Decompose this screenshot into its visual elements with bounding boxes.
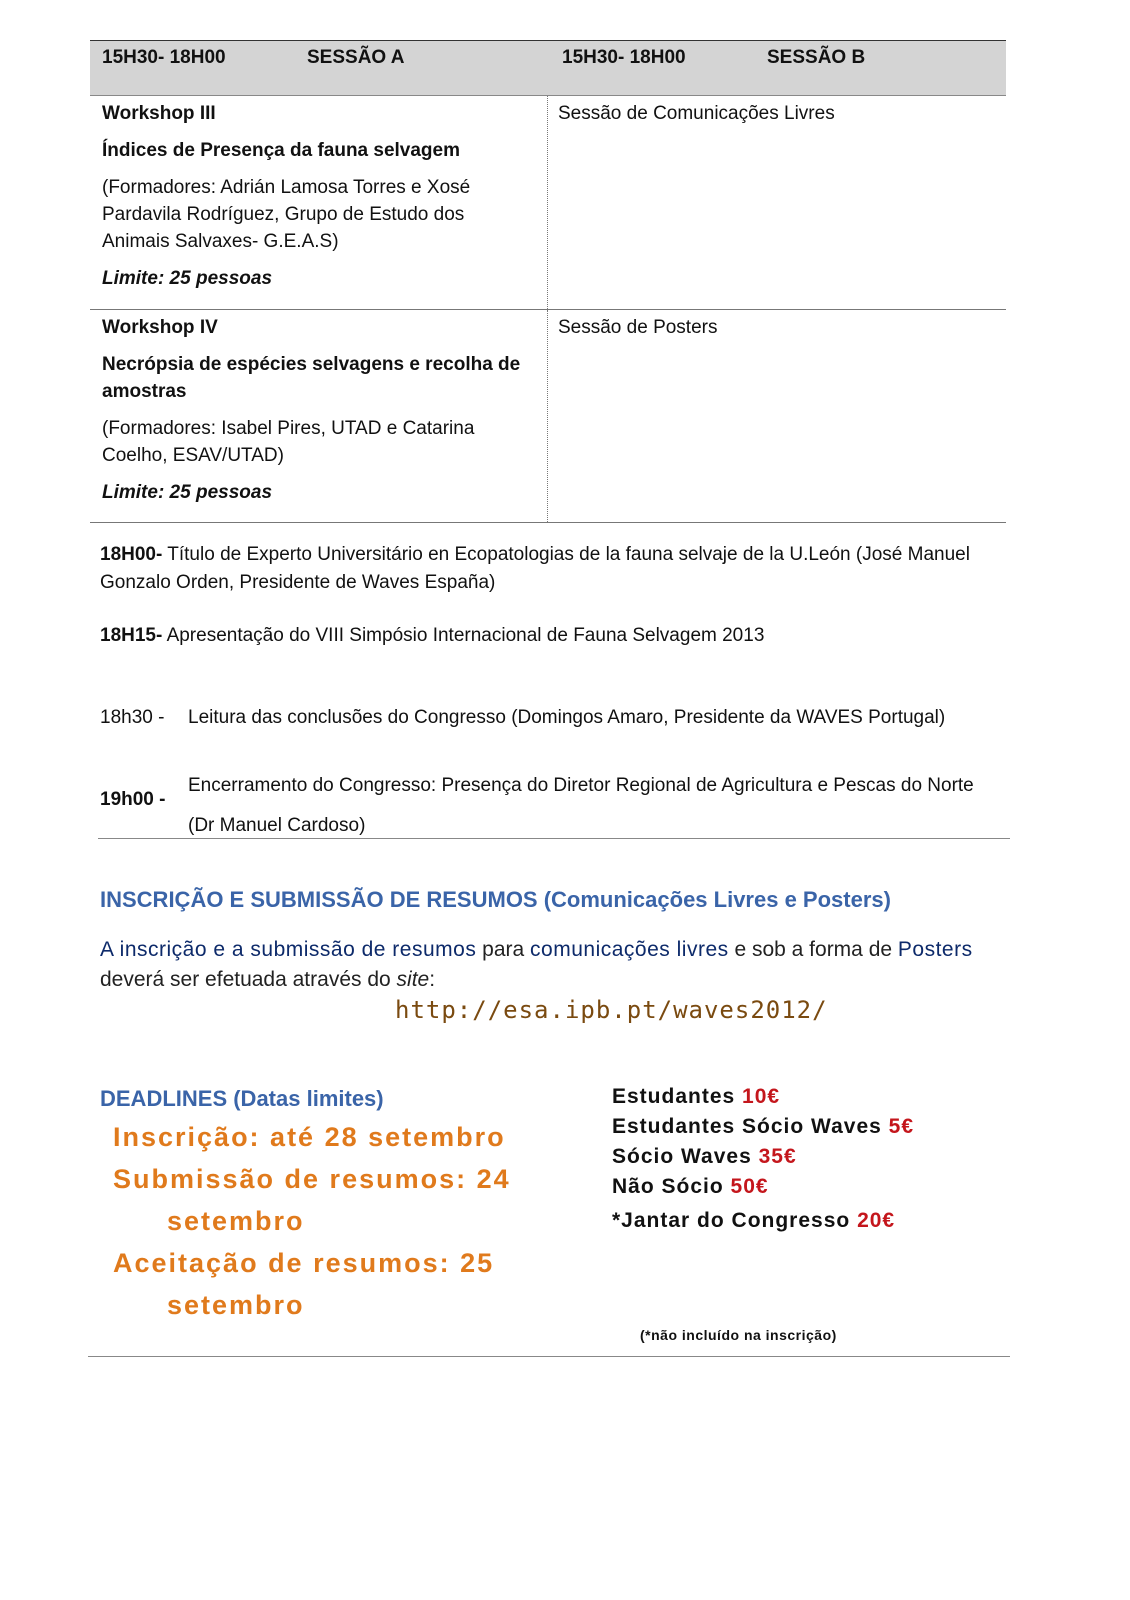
price-value: 50€: [730, 1175, 769, 1198]
price-item: [612, 1142, 1012, 1172]
header-a-time: 15H30- 18H00: [102, 47, 226, 68]
session-b-text: Sessão de Comunicações Livres: [558, 103, 835, 124]
header-session-b: [548, 41, 1006, 95]
price-note: (*não incluído na inscrição): [640, 1327, 837, 1343]
intro-part: deverá ser efetuada através do: [100, 968, 397, 991]
deadline-submissao-date: setembro: [167, 1206, 305, 1236]
schedule-item: [100, 622, 980, 650]
schedule-time: 18h30 -: [100, 707, 165, 728]
intro-part: A inscrição e a submissão de resumos: [100, 938, 477, 961]
workshop-cell: [90, 310, 548, 522]
workshop-trainers: (Formadores: Adrián Lamosa Torres e Xosé Pardavila Rodríguez, Grupo de Estudo dos Animais Salvaxes- G.E.A.S): [102, 177, 471, 252]
header-b-time: 15H30- 18H00: [562, 47, 686, 68]
price-item: [612, 1112, 1012, 1142]
divider: [98, 838, 1010, 839]
price-value: 10€: [742, 1085, 781, 1108]
session-table: [90, 40, 1006, 523]
workshop-limit: Limite: 25 pessoas: [102, 482, 273, 503]
workshop-trainers: (Formadores: Isabel Pires, UTAD e Catarina Coelho, ESAV/UTAD): [102, 418, 475, 466]
schedule-item: [100, 541, 980, 597]
workshop-limit: Limite: 25 pessoas: [102, 268, 273, 289]
price-item: [612, 1082, 1012, 1112]
schedule-time: 18H00-: [100, 544, 163, 565]
registration-intro: [100, 935, 1000, 995]
schedule-text: Leitura das conclusões do Congresso (Domingos Amaro, Presidente da WAVES Portugal): [188, 707, 946, 728]
intro-part: Posters: [897, 938, 973, 961]
intro-part: para: [476, 938, 531, 961]
workshop-subtitle: Índices de Presença da fauna selvagem: [102, 140, 461, 161]
header-a-session: SESSÃO A: [307, 47, 405, 68]
price-list: [612, 1082, 1012, 1236]
workshop-title: Workshop III: [102, 103, 216, 124]
deadline-aceitacao: Aceitação de resumos: 25: [113, 1248, 495, 1278]
workshop-subtitle: Necrópsia de espécies selvagens e recolha de amostras: [102, 354, 521, 402]
price-item: [612, 1206, 1012, 1236]
price-value: 35€: [758, 1145, 797, 1168]
price-item: [612, 1172, 1012, 1202]
schedule-text: Encerramento do Congresso: Presença do Diretor Regional de Agricultura e Pescas do Norte (Dr Manuel Cardoso): [188, 775, 974, 836]
intro-part: e sob a forma de: [728, 938, 898, 961]
deadlines-heading: DEADLINES (Datas limites): [100, 1086, 384, 1111]
price-label: *Jantar do Congresso: [612, 1209, 858, 1232]
registration-url-link[interactable]: http://esa.ipb.pt/waves2012/: [395, 996, 828, 1024]
workshop-cell: [90, 96, 548, 309]
intro-part: :: [429, 968, 436, 991]
schedule-time: 18H15-: [100, 625, 163, 646]
schedule-text: Título de Experto Universitário en Ecopatologias de la fauna selvaje de la U.León (José Manuel Gonzalo Orden, Presidente de Waves España): [100, 544, 970, 593]
schedule-time: 19h00 -: [100, 789, 166, 810]
schedule-text: Apresentação do VIII Simpósio Internacional de Fauna Selvagem 2013: [166, 625, 765, 646]
deadline-aceitacao-date: setembro: [167, 1290, 305, 1320]
price-value: 20€: [857, 1209, 896, 1232]
price-label: Sócio Waves: [612, 1145, 759, 1168]
header-session-a: [90, 41, 548, 95]
intro-part: comunicações livres: [530, 938, 729, 961]
table-row: [90, 310, 1006, 523]
table-header: [90, 41, 1006, 96]
price-label: Estudantes: [612, 1085, 743, 1108]
session-b-cell: [548, 310, 1006, 522]
session-b-text: Sessão de Posters: [558, 317, 718, 338]
header-b-session: SESSÃO B: [767, 47, 866, 68]
divider: [88, 1356, 1010, 1357]
workshop-title: Workshop IV: [102, 317, 218, 338]
table-row: [90, 96, 1006, 310]
intro-part: site: [396, 968, 430, 991]
deadline-inscricao: Inscrição: até 28 setembro: [113, 1122, 506, 1152]
session-b-cell: [548, 96, 1006, 309]
price-label: Estudantes Sócio Waves: [612, 1115, 889, 1138]
registration-heading: INSCRIÇÃO E SUBMISSÃO DE RESUMOS (Comunicações Livres e Posters): [100, 887, 891, 912]
price-value: 5€: [888, 1115, 914, 1138]
deadline-submissao: Submissão de resumos: 24: [113, 1164, 511, 1194]
price-label: Não Sócio: [612, 1175, 731, 1198]
